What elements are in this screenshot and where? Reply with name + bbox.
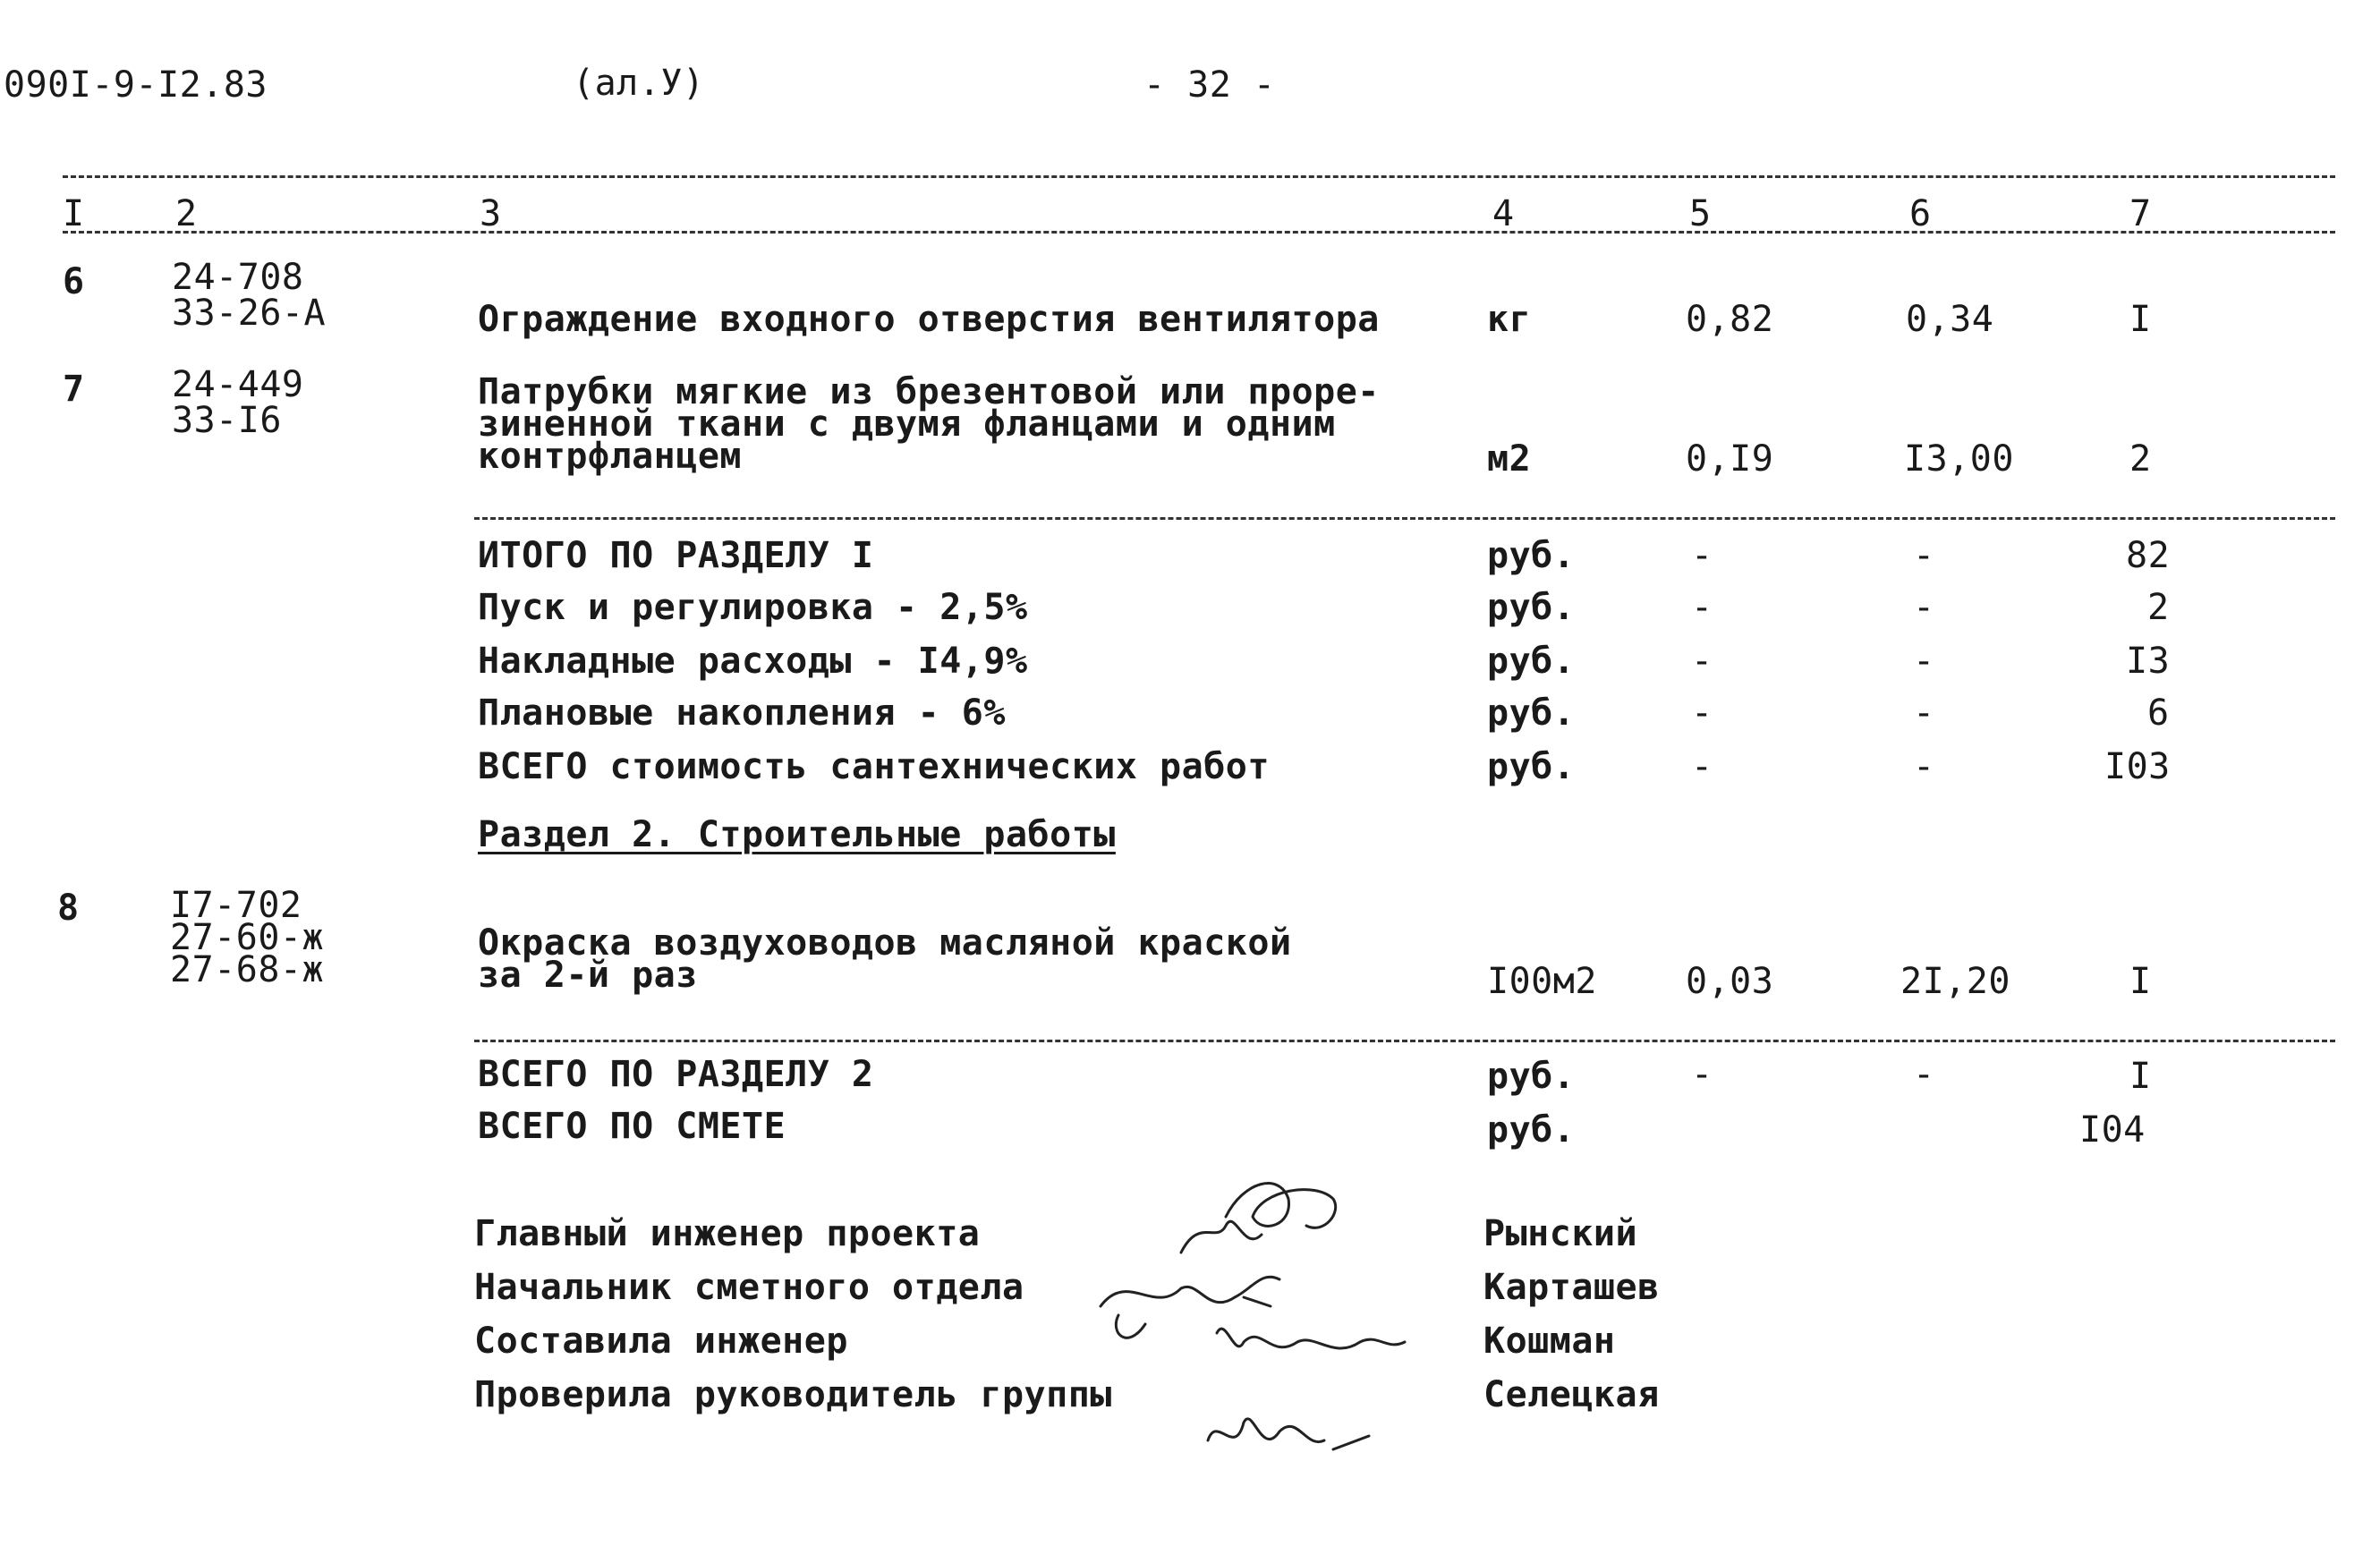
summary-unit: руб.	[1487, 746, 1576, 787]
summary-col5: -	[1691, 746, 1713, 787]
signature-name: Селецкая	[1483, 1374, 1660, 1415]
summary-total: I03	[2104, 746, 2171, 787]
handwritten-signature-icon	[1208, 1306, 1458, 1378]
page-number: - 32 -	[1143, 64, 1276, 106]
summary-col6: -	[1913, 587, 1935, 628]
row-col6: I3,00	[1904, 438, 2014, 480]
row-description: Ограждение входного отверстия вентилятора	[478, 299, 1380, 340]
column-header: 5	[1689, 193, 1712, 234]
summary-label: Плановые накопления - 6%	[478, 692, 1006, 734]
handwritten-signature-icon	[1199, 1396, 1396, 1476]
row-code: 24-708	[172, 257, 304, 298]
summary-total: 6	[2147, 692, 2170, 734]
signature-role: Начальник сметного отдела	[474, 1267, 1024, 1308]
row-description: за 2-й раз	[478, 955, 698, 996]
summary-col5: -	[1691, 641, 1713, 682]
summary-col6: -	[1913, 746, 1935, 787]
row-col5: 0,03	[1686, 961, 1774, 1002]
summary-col6: -	[1913, 1054, 1935, 1095]
section2-rule	[474, 1040, 2335, 1042]
signature-name: Карташев	[1483, 1267, 1660, 1308]
row-col7: 2	[2129, 438, 2152, 480]
summary-unit: руб.	[1487, 1109, 1576, 1151]
summary-total: 82	[2126, 535, 2171, 576]
signature-name: Рынский	[1483, 1213, 1638, 1254]
row-unit: м2	[1487, 438, 1532, 480]
summary-unit: руб.	[1487, 641, 1576, 682]
row-code: 33-26-А	[172, 293, 327, 334]
signature-role: Составила инженер	[474, 1321, 848, 1362]
summary-total: 2	[2147, 587, 2170, 628]
summary-col6: -	[1913, 692, 1935, 734]
section-2-title: Раздел 2. Строительные работы	[478, 814, 1116, 855]
row-number: 7	[63, 369, 85, 410]
row-description: Окраска воздуховодов масляной краской	[478, 922, 1292, 964]
row-unit: кг	[1487, 299, 1532, 340]
row-code: I7-702	[170, 885, 302, 926]
row-code: 33-I6	[172, 400, 282, 441]
row-code: 24-449	[172, 364, 304, 405]
summary-col5: -	[1691, 535, 1713, 576]
table-top-rule	[63, 175, 2335, 178]
row-unit: I00м2	[1487, 961, 1597, 1002]
summary-total: I3	[2126, 641, 2171, 682]
section1-rule	[474, 517, 2335, 520]
column-header: 6	[1909, 193, 1932, 234]
signature-name: Кошман	[1483, 1321, 1616, 1362]
summary-col6: -	[1913, 535, 1935, 576]
summary-col5: -	[1691, 1054, 1713, 1095]
row-description: Патрубки мягкие из брезентовой или проре-	[478, 371, 1380, 412]
summary-unit: руб.	[1487, 692, 1576, 734]
row-code: 27-60-ж	[170, 917, 325, 958]
header-bottom-rule	[63, 231, 2335, 234]
summary-col5: -	[1691, 692, 1713, 734]
summary-total: I04	[2079, 1109, 2146, 1151]
row-code: 27-68-ж	[170, 949, 325, 990]
summary-unit: руб.	[1487, 535, 1576, 576]
album-ref: (ал.У)	[573, 63, 705, 104]
row-description: зиненной ткани с двумя фланцами и одним	[478, 403, 1336, 445]
column-header: 7	[2129, 193, 2152, 234]
row-col7: I	[2129, 299, 2152, 340]
signature-role: Главный инженер проекта	[474, 1213, 981, 1254]
column-header: 2	[175, 193, 198, 234]
row-number: 8	[57, 888, 80, 929]
row-number: 6	[63, 261, 85, 302]
summary-label: ВСЕГО стоимость сантехнических работ	[478, 746, 1270, 787]
summary-label: ВСЕГО ПО РАЗДЕЛУ 2	[478, 1054, 874, 1095]
summary-unit: руб.	[1487, 1056, 1576, 1097]
row-description: контрфланцем	[478, 436, 742, 477]
row-col6: 0,34	[1906, 299, 1994, 340]
signature-role: Проверила руководитель группы	[474, 1374, 1112, 1415]
row-col7: I	[2129, 961, 2152, 1002]
column-header: I	[63, 193, 85, 234]
column-header: 4	[1492, 193, 1515, 234]
summary-label: Пуск и регулировка - 2,5%	[478, 587, 1028, 628]
column-header: 3	[480, 193, 502, 234]
row-col6: 2I,20	[1900, 961, 2010, 1002]
summary-col5: -	[1691, 587, 1713, 628]
row-col5: 0,82	[1686, 299, 1774, 340]
summary-label: Накладные расходы - I4,9%	[478, 641, 1028, 682]
summary-label: ВСЕГО ПО СМЕТЕ	[478, 1106, 786, 1147]
summary-unit: руб.	[1487, 587, 1576, 628]
row-col5: 0,I9	[1686, 438, 1774, 480]
doc-code: 090I-9-I2.83	[4, 64, 268, 106]
summary-col6: -	[1913, 641, 1935, 682]
summary-total: I	[2129, 1056, 2152, 1097]
summary-label: ИТОГО ПО РАЗДЕЛУ I	[478, 535, 874, 576]
